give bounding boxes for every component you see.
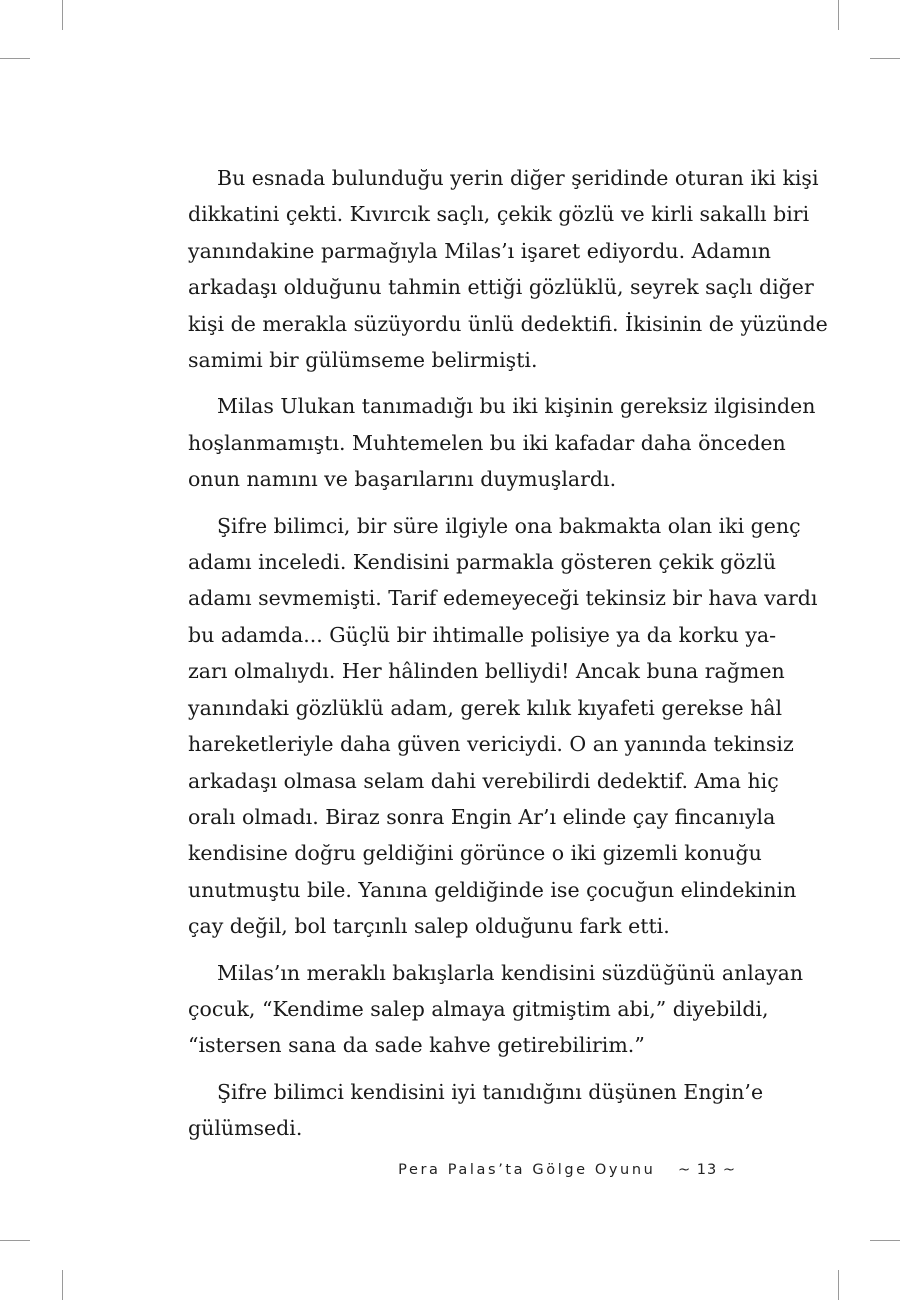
running-head: Pera Palas’ta Gölge Oyunu	[398, 1162, 656, 1178]
text-line: adamı sevmemişti. Tarif edemeyeceği tekinsiz bir hava vardı	[188, 586, 818, 611]
paragraph-1	[188, 160, 828, 378]
text-line: yanındakine parmağıyla Milas’ı işaret ediyordu. Adamın	[188, 238, 771, 263]
text-line: hareketleriyle daha güven vericiydi. O an yanında tekinsiz	[188, 732, 794, 757]
text-line: çocuk, “Kendime salep almaya gitmiştim abi,” diyebildi,	[188, 996, 769, 1021]
body-text	[188, 160, 828, 1157]
crop-mark-bottom-right-horizontal	[870, 1240, 900, 1241]
text-line: Şifre bilimci kendisini iyi tanıdığını düşünen Engin’e	[217, 1079, 764, 1104]
text-line: arkadaşı olduğunu tahmin ettiği gözlüklü, seyrek saçlı diğer	[188, 275, 814, 300]
paragraph-2	[188, 388, 816, 497]
text-line: onun namını ve başarılarını duymuşlardı.	[188, 467, 617, 492]
crop-mark-bottom-right-vertical	[838, 1270, 839, 1300]
crop-mark-bottom-left-horizontal	[0, 1240, 30, 1241]
text-line: “istersen sana da sade kahve getirebilirim.”	[188, 1033, 645, 1058]
text-line: yanındaki gözlüklü adam, gerek kılık kıyafeti gerekse hâl	[188, 695, 783, 720]
text-line: samimi bir gülümseme belirmişti.	[188, 348, 538, 373]
paragraph-5	[188, 1074, 764, 1147]
text-line: zarı olmalıydı. Her hâlinden belliydi! Ancak buna rağmen	[188, 659, 785, 684]
paragraph-3	[188, 508, 818, 945]
page-number: ~ 13 ~	[678, 1162, 736, 1178]
crop-mark-top-left-horizontal	[0, 58, 30, 59]
text-line: Şifre bilimci, bir süre ilgiyle ona bakmakta olan iki genç	[217, 513, 801, 538]
text-line: Milas Ulukan tanımadığı bu iki kişinin gereksiz ilgisinden	[217, 394, 816, 419]
text-line: adamı inceledi. Kendisini parmakla gösteren çekik gözlü	[188, 550, 777, 575]
text-line: kişi de merakla süzüyordu ünlü dedektifi. İkisinin de yüzünde	[188, 311, 828, 336]
text-line: çay değil, bol tarçınlı salep olduğunu fark etti.	[188, 914, 670, 939]
text-line: Milas’ın meraklı bakışlarla kendisini süzdüğünü anlayan	[217, 960, 804, 985]
text-line: Bu esnada bulunduğu yerin diğer şeridinde oturan iki kişi	[217, 166, 819, 190]
text-line: oralı olmadı. Biraz sonra Engin Ar’ı elinde çay fincanıyla	[188, 804, 776, 829]
page-footer	[0, 1162, 736, 1178]
text-line: hoşlanmamıştı. Muhtemelen bu iki kafadar daha önceden	[188, 430, 786, 455]
crop-mark-top-left-vertical	[62, 0, 63, 30]
text-line: arkadaşı olmasa selam dahi verebilirdi dedektif. Ama hiç	[188, 768, 779, 793]
crop-mark-bottom-left-vertical	[62, 1270, 63, 1300]
paragraph-4	[188, 955, 804, 1064]
text-line: unutmuştu bile. Yanına geldiğinde ise çocuğun elindekinin	[188, 877, 797, 902]
text-line: bu adamda... Güçlü bir ihtimalle polisiye ya da korku ya-	[188, 622, 777, 647]
crop-mark-top-right-vertical	[838, 0, 839, 30]
text-line: gülümsedi.	[188, 1116, 303, 1141]
crop-mark-top-right-horizontal	[870, 58, 900, 59]
text-line: dikkatini çekti. Kıvırcık saçlı, çekik gözlü ve kirli sakallı biri	[188, 202, 810, 227]
text-line: kendisine doğru geldiğini görünce o iki gizemli konuğu	[188, 841, 762, 866]
